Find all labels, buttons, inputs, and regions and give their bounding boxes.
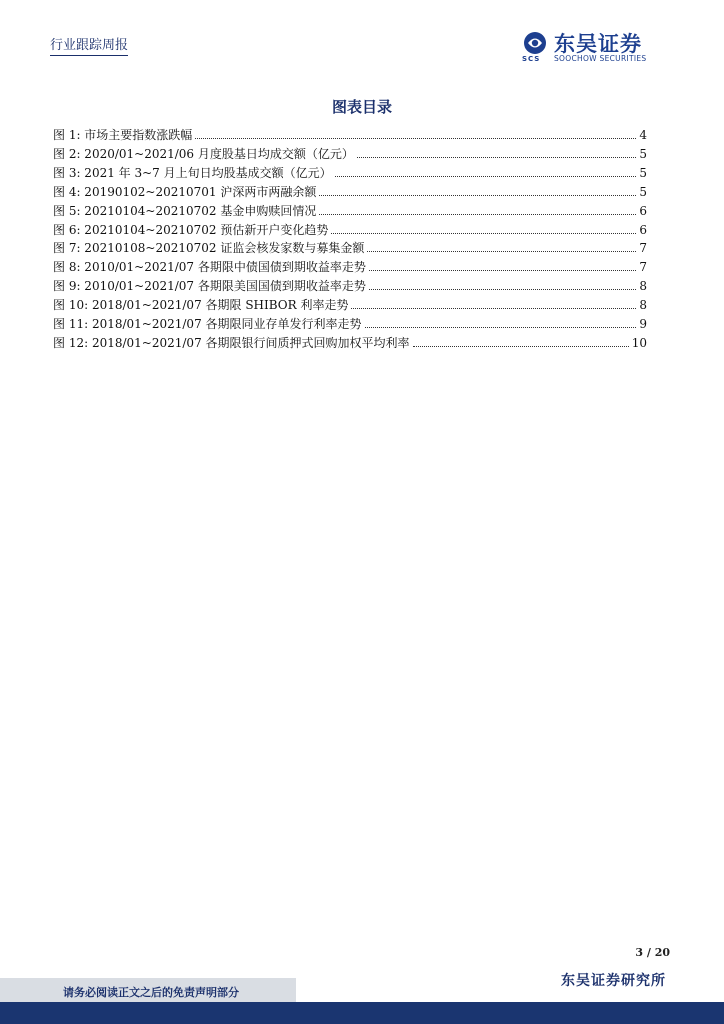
toc-entry-label: 图 3: 2021 年 3~7 月上旬日均股基成交额（亿元） xyxy=(53,165,332,180)
toc-entry-page: 5 xyxy=(639,146,647,161)
toc-entry-label: 图 2: 2020/01~2021/06 月度股基日均成交额（亿元） xyxy=(53,146,354,161)
toc-entry[interactable] xyxy=(53,183,647,202)
dot-leader xyxy=(331,224,636,234)
toc-entry-label: 图 8: 2010/01~2021/07 各期限中债国债到期收益率走势 xyxy=(53,260,366,275)
toc-entry-page: 8 xyxy=(639,298,647,313)
disclaimer-text: 请务必阅读正文之后的免责声明部分 xyxy=(63,986,239,999)
dot-leader xyxy=(369,280,636,290)
report-type-header: 行业跟踪周报 xyxy=(50,34,128,56)
toc-entry-page: 6 xyxy=(639,222,647,237)
toc-entry-page: 6 xyxy=(639,203,647,218)
dot-leader xyxy=(367,242,636,252)
toc-entry[interactable] xyxy=(53,239,647,258)
toc-entry[interactable] xyxy=(53,258,647,277)
toc-entry-label: 图 10: 2018/01~2021/07 各期限 SHIBOR 利率走势 xyxy=(53,298,349,313)
toc-entry-page: 5 xyxy=(639,165,647,180)
dot-leader xyxy=(351,299,636,309)
toc-entry-label: 图 4: 20190102~20210701 沪深两市两融余额 xyxy=(53,184,317,199)
toc-entry-page: 7 xyxy=(639,260,647,275)
toc-entry-page: 7 xyxy=(639,241,647,256)
logo-chinese-name: 东吴证券 xyxy=(554,32,642,56)
toc-entry-label: 图 5: 20210104~20210702 基金申购赎回情况 xyxy=(53,203,317,218)
toc-entry-page: 9 xyxy=(639,317,647,332)
dot-leader xyxy=(413,337,629,347)
footer-band xyxy=(0,1002,724,1024)
toc-entry-label: 图 1: 市场主要指数涨跌幅 xyxy=(53,128,193,142)
logo-english-name: SOOCHOW SECURITIES xyxy=(554,54,647,63)
dot-leader xyxy=(365,318,637,328)
toc-entry-page: 4 xyxy=(639,128,647,142)
toc-entry[interactable] xyxy=(53,296,647,315)
toc-entry[interactable] xyxy=(53,277,647,296)
toc-entry-label: 图 7: 20210108~20210702 证监会核发家数与募集金额 xyxy=(53,241,365,256)
toc-entry[interactable] xyxy=(53,164,647,183)
page-number: 3 / 20 xyxy=(635,946,670,959)
toc-entry-label: 图 6: 20210104~20210702 预估新开户变化趋势 xyxy=(53,222,329,237)
dot-leader xyxy=(335,167,637,177)
toc-entry-page: 10 xyxy=(631,335,647,350)
toc-entry[interactable] xyxy=(53,221,647,240)
toc-entry-label: 图 11: 2018/01~2021/07 各期限同业存单发行利率走势 xyxy=(53,317,362,332)
research-institute-name: 东吴证券研究所 xyxy=(561,973,666,989)
logo-abbreviation: SCS xyxy=(522,55,541,63)
toc-entry[interactable] xyxy=(53,202,647,221)
dot-leader xyxy=(369,261,636,271)
toc-entry[interactable] xyxy=(53,334,647,353)
dot-leader xyxy=(319,186,636,196)
toc-entry-page: 8 xyxy=(639,279,647,294)
toc-entry[interactable] xyxy=(53,126,647,145)
company-logo xyxy=(520,30,670,66)
dot-leader xyxy=(195,129,636,139)
toc-entry[interactable] xyxy=(53,145,647,164)
toc-entry-label: 图 12: 2018/01~2021/07 各期限银行间质押式回购加权平均利率 xyxy=(53,335,410,350)
toc-entry[interactable] xyxy=(53,315,647,334)
dot-leader xyxy=(357,148,636,158)
toc-entry-page: 5 xyxy=(639,184,647,199)
dot-leader xyxy=(319,205,636,215)
toc-title: 图表目录 xyxy=(331,98,392,116)
toc-entry-label: 图 9: 2010/01~2021/07 各期限美国国债到期收益率走势 xyxy=(53,279,366,294)
figure-list xyxy=(53,126,647,353)
